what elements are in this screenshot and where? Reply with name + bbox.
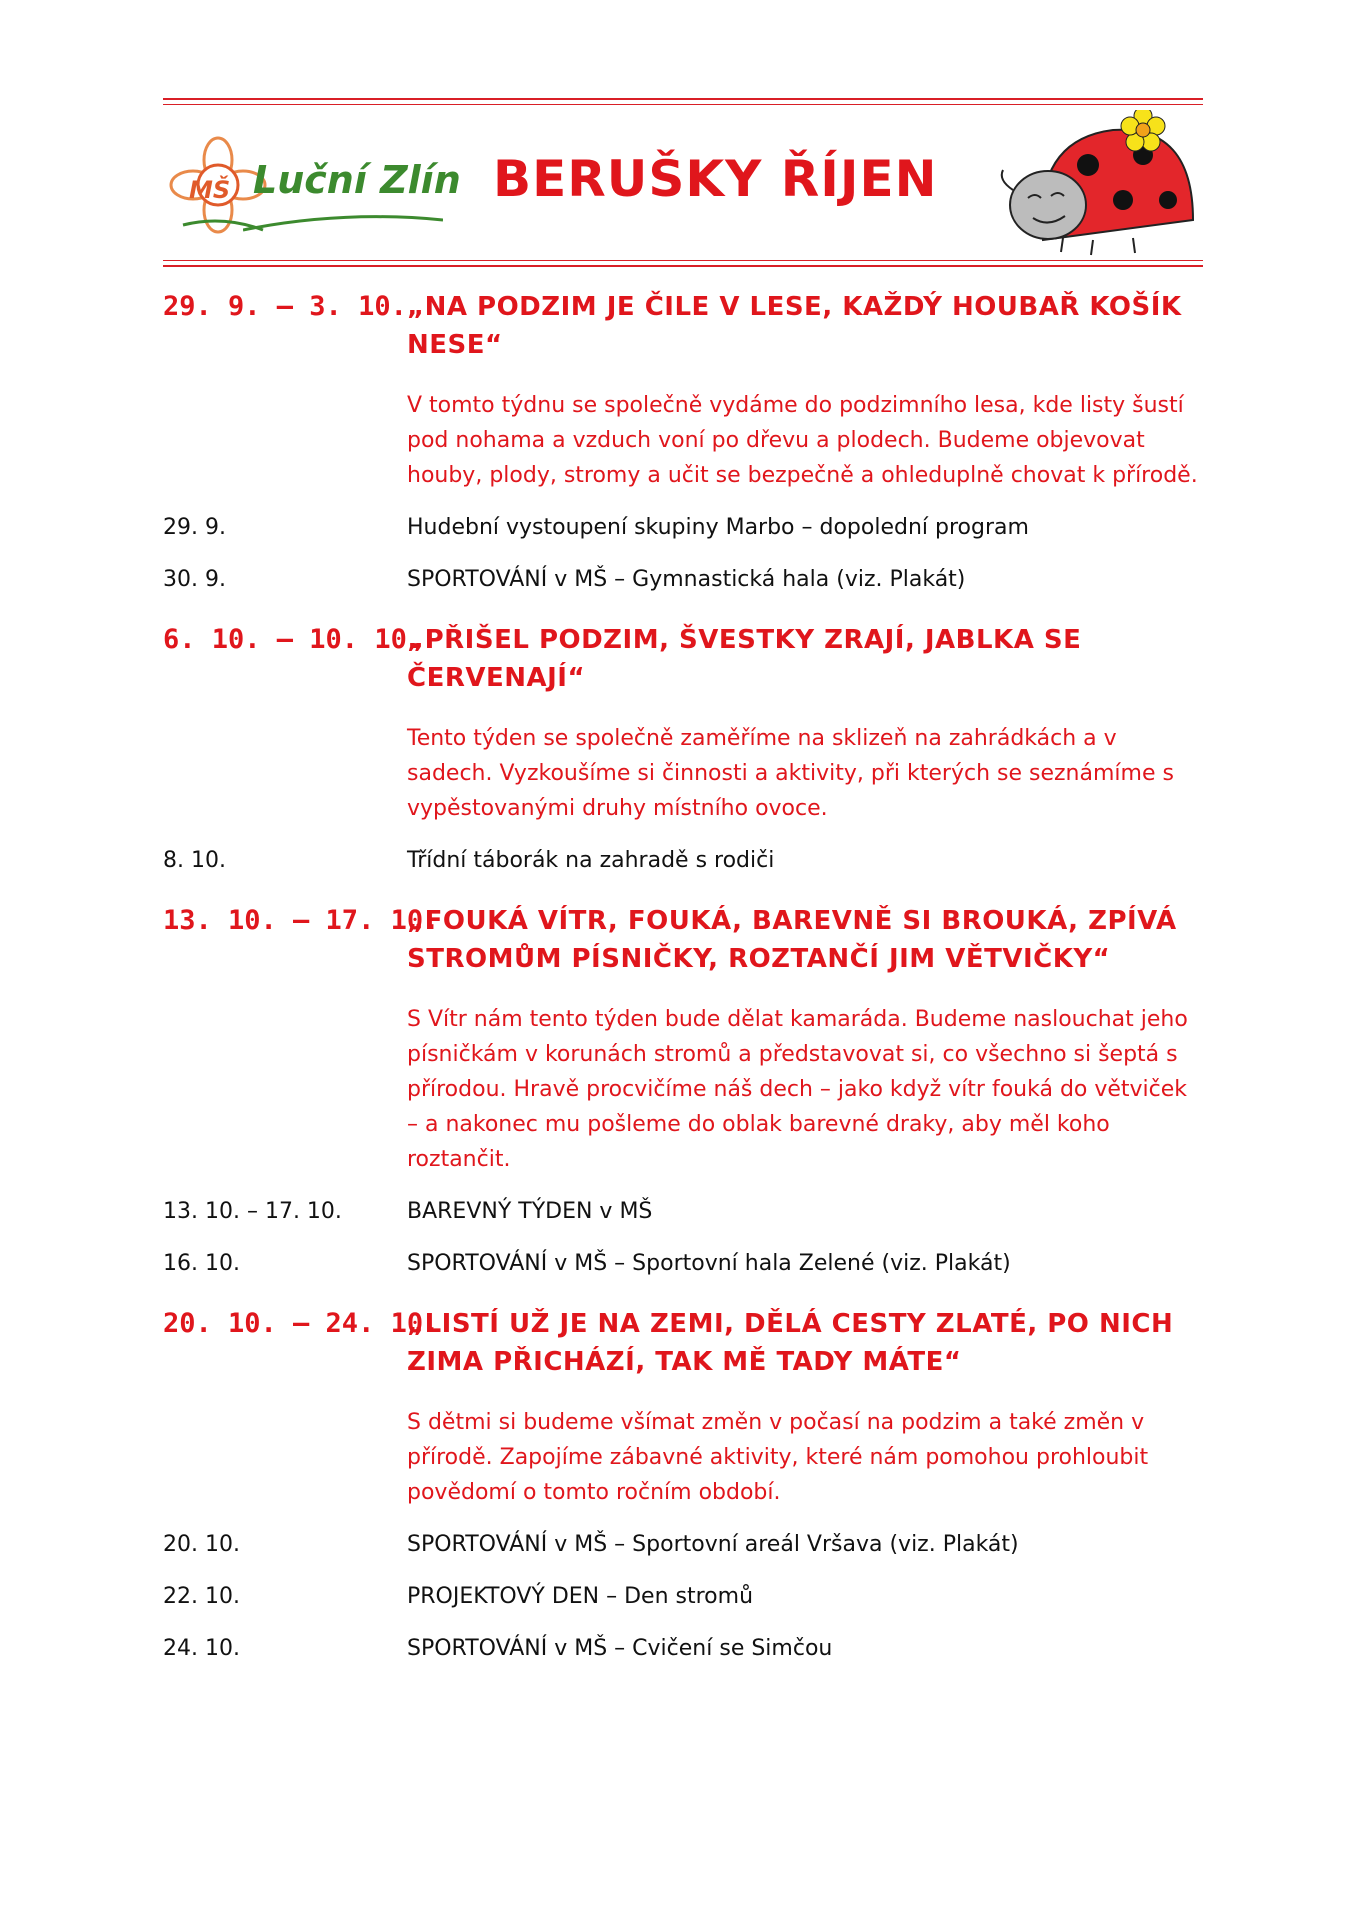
week-date: 20. 10. – 24. 10.: [163, 1308, 440, 1339]
week-date: 29. 9. – 3. 10.: [163, 291, 407, 322]
event-row: [163, 1195, 1203, 1229]
schedule: [163, 288, 1203, 1690]
event-row: [163, 511, 1203, 545]
week-title: „LISTÍ UŽ JE NA ZEMI, DĚLÁ CESTY ZLATÉ, PO NICH ZIMA PŘICHÁZÍ, TAK MĚ TADY MÁTE“: [407, 1309, 1174, 1377]
header-rule: [163, 265, 1203, 267]
header: [163, 110, 1203, 260]
event-date: 20. 10.: [163, 1532, 240, 1557]
top-rule: [163, 98, 1203, 100]
event-date: 8. 10.: [163, 848, 226, 873]
event-date: 30. 9.: [163, 567, 226, 592]
event-row: [163, 1528, 1203, 1562]
week-description: Tento týden se společně zaměříme na sklizeň na zahrádkách a v sadech. Vyzkoušíme si činnosti a aktivity, při kterých se seznámíme s vypěstovanými druhy místního ovoce.: [407, 726, 1174, 821]
event-date: 16. 10.: [163, 1251, 240, 1276]
week-block: [163, 902, 1203, 1281]
event-text: SPORTOVÁNÍ v MŠ – Cvičení se Simčou: [407, 1636, 833, 1661]
week-block: [163, 621, 1203, 878]
event-text: PROJEKTOVÝ DEN – Den stromů: [407, 1584, 754, 1609]
event-date: 13. 10. – 17. 10.: [163, 1199, 342, 1224]
ladybug-icon: [993, 110, 1203, 260]
event-row: [163, 844, 1203, 878]
event-date: 24. 10.: [163, 1636, 240, 1661]
week-date: 6. 10. – 10. 10.: [163, 624, 424, 655]
week-description: S dětmi si budeme všímat změn v počasí na podzim a také změn v přírodě. Zapojíme zábavné aktivity, které nám pomohou prohloubit povědomí o tomto ročním období.: [407, 1410, 1149, 1505]
event-text: SPORTOVÁNÍ v MŠ – Sportovní hala Zelené (viz. Plakát): [407, 1251, 1011, 1276]
event-date: 29. 9.: [163, 515, 226, 540]
week-title: „NA PODZIM JE ČILE V LESE, KAŽDÝ HOUBAŘ KOŠÍK NESE“: [407, 292, 1182, 360]
week-date: 13. 10. – 17. 10.: [163, 905, 440, 936]
event-text: SPORTOVÁNÍ v MŠ – Gymnastická hala (viz. Plakát): [407, 567, 966, 592]
logo-ms-text: MŠ: [189, 176, 231, 204]
logo-swoosh-icon: [243, 210, 443, 240]
week-title: „PŘIŠEL PODZIM, ŠVESTKY ZRAJÍ, JABLKA SE ČERVENAJÍ“: [407, 625, 1082, 693]
event-text: BAREVNÝ TÝDEN v MŠ: [407, 1199, 653, 1224]
week-block: [163, 288, 1203, 597]
event-row: [163, 563, 1203, 597]
event-text: Třídní táborák na zahradě s rodiči: [407, 848, 775, 873]
event-text: SPORTOVÁNÍ v MŠ – Sportovní areál Vršava (viz. Plakát): [407, 1532, 1019, 1557]
event-row: [163, 1632, 1203, 1666]
week-title: „FOUKÁ VÍTR, FOUKÁ, BAREVNĚ SI BROUKÁ, ZPÍVÁ STROMŮM PÍSNIČKY, ROZTANČÍ JIM VĚTVIČKY“: [407, 906, 1177, 974]
week-description: S Vítr nám tento týden bude dělat kamaráda. Budeme naslouchat jeho písničkám v korunách stromů a představovat si, co všechno si šeptá s přírodou. Hravě procvičíme náš dech – jako když vítr fouká do větviček – a nakonec mu pošleme do oblak barevné draky, aby měl koho roztančit.: [407, 1007, 1188, 1172]
top-rule-thin: [163, 104, 1203, 105]
event-row: [163, 1247, 1203, 1281]
page-title: BERUŠKY ŘÍJEN: [493, 150, 938, 208]
header-rule-thin: [163, 260, 1203, 261]
event-text: Hudební vystoupení skupiny Marbo – dopolední program: [407, 515, 1029, 540]
week-block: [163, 1305, 1203, 1666]
event-date: 22. 10.: [163, 1584, 240, 1609]
event-row: [163, 1580, 1203, 1614]
logo-name-text: Luční Zlín: [253, 158, 461, 202]
week-description: V tomto týdnu se společně vydáme do podzimního lesa, kde listy šustí pod nohama a vzduch voní po dřevu a plodech. Budeme objevovat houby, plody, stromy a učit se bezpečně a ohleduplně chovat k přírodě.: [407, 393, 1198, 488]
school-logo: [163, 130, 461, 240]
